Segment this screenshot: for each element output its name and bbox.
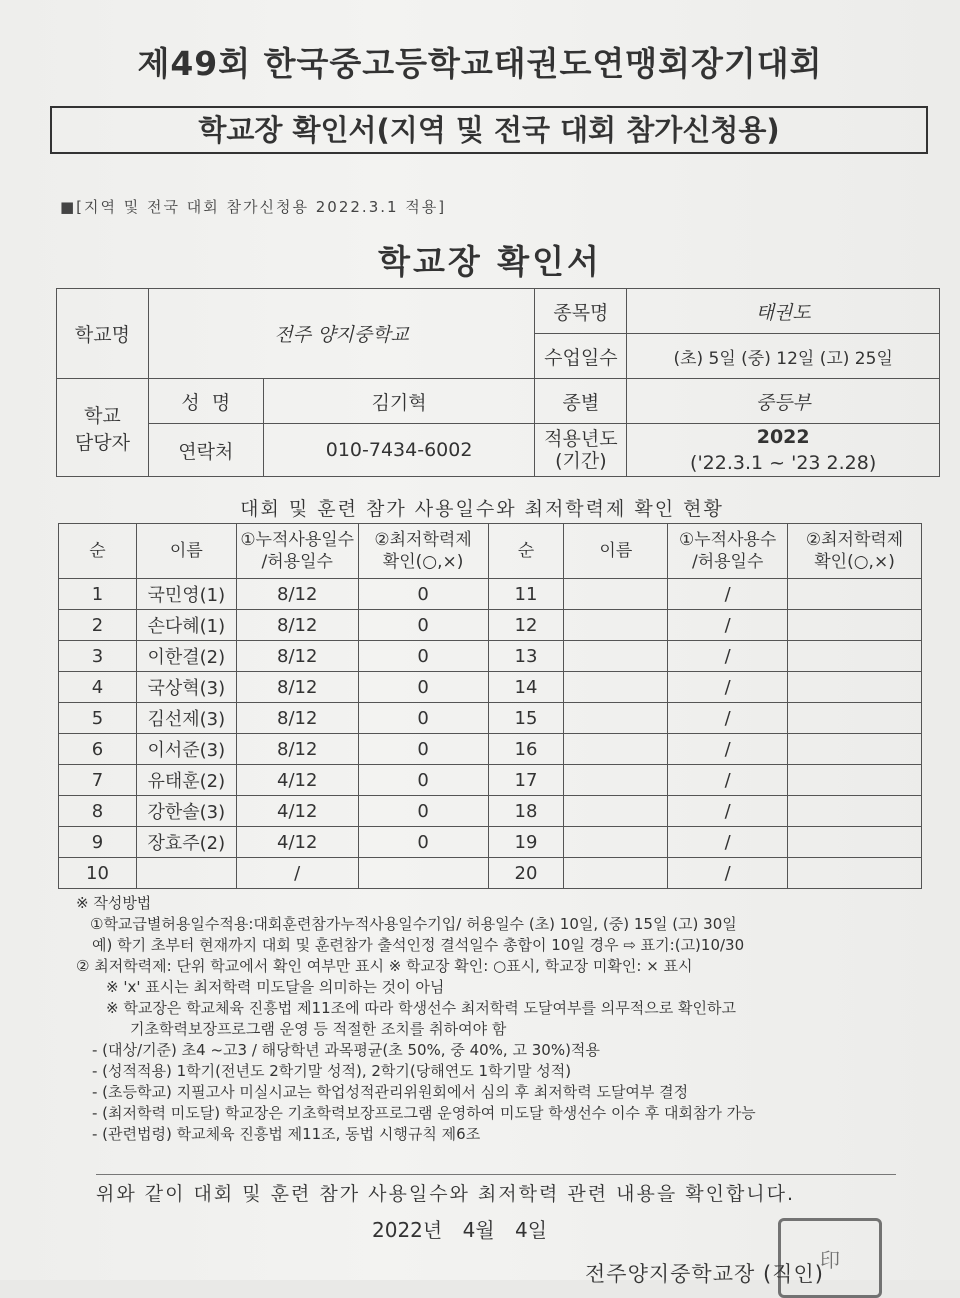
method-line: - (초등학교) 지필고사 미실시교는 학업성적관리위원회에서 심의 후 최저학력 도달여부 결정	[92, 1083, 689, 1101]
cell-no-right: 11	[488, 579, 564, 610]
cell-days-right: /	[668, 734, 788, 765]
header-name: 이름	[136, 524, 236, 579]
header-days	[236, 524, 358, 579]
cell-no-right: 15	[488, 703, 564, 734]
manager-label	[57, 379, 149, 477]
cell-check: 0	[358, 796, 488, 827]
school-label: 학교명	[57, 289, 149, 379]
cell-days-right: /	[668, 579, 788, 610]
cell-name-right	[564, 703, 668, 734]
main-title: 제49회 한국중고등학교태권도연맹회장기대회	[137, 44, 823, 83]
cell-check-right	[788, 672, 922, 703]
issue-date: 2022년 4월 4일	[372, 1218, 548, 1242]
table-body	[59, 579, 922, 889]
cell-name: 장효주(2)	[136, 827, 236, 858]
method-line: - (최저학력 미도달) 학교장은 기초학력보장프로그램 운영하여 미도달 학생선수 이수 후 대회참가 가능	[92, 1104, 756, 1122]
cell-name-right	[564, 765, 668, 796]
cell-check: 0	[358, 765, 488, 796]
header-days-right	[668, 524, 788, 579]
cell-days: 4/12	[236, 765, 358, 796]
cell-days: 8/12	[236, 579, 358, 610]
header-check-right	[788, 524, 922, 579]
cell-name: 이서준(3)	[136, 734, 236, 765]
header-no: 순	[59, 524, 137, 579]
event-label: 종목명	[535, 289, 627, 334]
table-row	[59, 734, 922, 765]
cell-name-right	[564, 734, 668, 765]
manager-label-line2: 담당자	[74, 431, 130, 454]
cell-name-right	[564, 610, 668, 641]
cell-no-right: 12	[488, 610, 564, 641]
cell-days: 8/12	[236, 672, 358, 703]
cell-no: 9	[59, 827, 137, 858]
method-line: ※ 'x' 표시는 최저학력 미도달을 의미하는 것이 아님	[106, 978, 445, 996]
cell-no-right: 17	[488, 765, 564, 796]
cell-no-right: 16	[488, 734, 564, 765]
method-line: ①학교급별허용일수적용:대회훈련참가누적사용일수기입/ 허용일수 (초) 10일, (중) 15일 (고) 30일	[90, 915, 737, 933]
table-row	[59, 579, 922, 610]
header-days-line2: /허용일수	[261, 552, 333, 572]
cell-check-right	[788, 610, 922, 641]
cell-days-right: /	[668, 827, 788, 858]
cell-name: 김선제(3)	[136, 703, 236, 734]
confirmation-statement: 위와 같이 대회 및 훈련 참가 사용일수와 최저학력 관련 내용을 확인합니다.	[96, 1174, 896, 1206]
cell-name: 국민영(1)	[136, 579, 236, 610]
cell-no: 3	[59, 641, 137, 672]
cell-check: 0	[358, 641, 488, 672]
cell-check-right	[788, 765, 922, 796]
table-row	[59, 610, 922, 641]
cell-no: 5	[59, 703, 137, 734]
header-check-right-line2: 확인(○,×)	[814, 552, 895, 572]
cell-days-right: /	[668, 641, 788, 672]
cell-no: 8	[59, 796, 137, 827]
cell-name-right	[564, 579, 668, 610]
athlete-table	[58, 523, 922, 889]
cell-check-right	[788, 703, 922, 734]
year-label-line2: (기간)	[555, 450, 607, 472]
info-table	[56, 288, 940, 477]
year-value-cell	[627, 424, 940, 477]
year-label-line1: 적용년도	[544, 428, 618, 450]
contact-value: 010-7434-6002	[263, 424, 535, 477]
method-line: 기초학력보장프로그램 운영 등 적절한 조치를 취하여야 함	[130, 1020, 507, 1038]
period-value: ('22.3.1 ~ '23 2.28)	[690, 452, 877, 474]
cell-no: 7	[59, 765, 137, 796]
cell-no-right: 13	[488, 641, 564, 672]
method-line: - (대상/기준) 초4 ~고3 / 해당학년 과목평균(초 50%, 중 40%, 고 30%)적용	[92, 1041, 600, 1059]
cell-no: 2	[59, 610, 137, 641]
application-note: ■[지역 및 전국 대회 참가신청용 2022.3.1 적용]	[60, 198, 447, 216]
cell-no-right: 19	[488, 827, 564, 858]
manager-label-line1: 학교	[84, 404, 121, 427]
cell-name-right	[564, 796, 668, 827]
cell-check-right	[788, 579, 922, 610]
name-label: 성 명	[148, 379, 263, 424]
cell-no-right: 20	[488, 858, 564, 889]
header-days-right-line2: /허용일수	[691, 552, 764, 572]
class-days-label: 수업일수	[535, 334, 627, 379]
cell-days: 8/12	[236, 734, 358, 765]
table-row	[59, 765, 922, 796]
sub-title-box: 학교장 확인서(지역 및 전국 대회 참가신청용)	[50, 106, 928, 154]
cell-no: 4	[59, 672, 137, 703]
cell-days-right: /	[668, 796, 788, 827]
cell-name: 손다혜(1)	[136, 610, 236, 641]
cell-days-right: /	[668, 672, 788, 703]
cell-days: 4/12	[236, 827, 358, 858]
contact-label: 연락처	[148, 424, 263, 477]
header-days-line1: ①누적사용일수	[240, 530, 355, 550]
cell-name: 국상혁(3)	[136, 672, 236, 703]
cell-days-right: /	[668, 765, 788, 796]
official-seal: 印	[778, 1218, 882, 1298]
cell-days: 8/12	[236, 641, 358, 672]
cell-no: 10	[59, 858, 137, 889]
table-row	[59, 827, 922, 858]
cell-name-right	[564, 672, 668, 703]
cell-name-right	[564, 858, 668, 889]
cell-check-right	[788, 858, 922, 889]
cell-check: 0	[358, 672, 488, 703]
status-caption: 대회 및 훈련 참가 사용일수와 최저학력제 확인 현황	[240, 498, 724, 520]
cell-check-right	[788, 641, 922, 672]
cell-days: /	[236, 858, 358, 889]
table-row	[59, 858, 922, 889]
cell-no-right: 18	[488, 796, 564, 827]
cell-name: 이한결(2)	[136, 641, 236, 672]
header-check-line1: ②최저학력제	[374, 530, 472, 550]
cell-check: 0	[358, 827, 488, 858]
table-row	[59, 796, 922, 827]
category-label: 종별	[535, 379, 627, 424]
header-check-right-line1: ②최저학력제	[805, 530, 904, 550]
cell-days-right: /	[668, 610, 788, 641]
writing-method	[76, 893, 926, 1145]
method-line: ② 최저학력제: 단위 학교에서 확인 여부만 표시 ※ 학교장 확인: ○표시, 학교장 미확인: × 표시	[76, 957, 693, 975]
category-value: 중등부	[627, 379, 940, 424]
school-value: 전주 양지중학교	[148, 289, 535, 379]
cell-check-right	[788, 796, 922, 827]
event-value: 태권도	[627, 289, 940, 334]
cell-check: 0	[358, 610, 488, 641]
header-name-right: 이름	[564, 524, 668, 579]
method-title: ※ 작성방법	[76, 894, 152, 912]
cell-name-right	[564, 641, 668, 672]
cell-check: 0	[358, 734, 488, 765]
cell-days: 8/12	[236, 610, 358, 641]
cell-name: 유태훈(2)	[136, 765, 236, 796]
cell-name	[136, 858, 236, 889]
cell-name-right	[564, 827, 668, 858]
cell-name: 강한솔(3)	[136, 796, 236, 827]
header-check-line2: 확인(○,×)	[382, 552, 464, 572]
method-line: 예) 학기 초부터 현재까지 대회 및 훈련참가 출석인정 결석일수 총합이 10일 경우 ⇨ 표기:(고)10/30	[92, 936, 745, 954]
class-days-value: (초) 5일 (중) 12일 (고) 25일	[627, 334, 940, 379]
cell-check: 0	[358, 703, 488, 734]
year-label	[535, 424, 627, 477]
cell-check: 0	[358, 579, 488, 610]
name-value: 김기혁	[263, 379, 535, 424]
cell-days: 8/12	[236, 703, 358, 734]
header-no-right: 순	[488, 524, 564, 579]
cell-no: 1	[59, 579, 137, 610]
cell-check	[358, 858, 488, 889]
cell-days-right: /	[668, 703, 788, 734]
cell-check-right	[788, 827, 922, 858]
table-row	[59, 672, 922, 703]
method-line: ※ 학교장은 학교체육 진흥법 제11조에 따라 학생선수 최저학력 도달여부를 의무적으로 확인하고	[106, 999, 736, 1017]
signer: 전주양지중학교장 (직인)	[585, 1262, 824, 1286]
document-title: 학교장 확인서	[378, 242, 602, 281]
table-header-row	[59, 524, 922, 579]
cell-check-right	[788, 734, 922, 765]
cell-days: 4/12	[236, 796, 358, 827]
table-row	[59, 641, 922, 672]
header-check	[358, 524, 488, 579]
method-line: - (관련법령) 학교체육 진흥법 제11조, 동법 시행규칙 제6조	[92, 1125, 481, 1143]
table-row	[59, 703, 922, 734]
year-value: 2022	[756, 426, 810, 448]
cell-no: 6	[59, 734, 137, 765]
cell-days-right: /	[668, 858, 788, 889]
header-days-right-line1: ①누적사용수	[679, 530, 777, 550]
cell-no-right: 14	[488, 672, 564, 703]
method-line: - (성적적용) 1학기(전년도 2학기말 성적), 2학기(당해연도 1학기말 성적)	[92, 1062, 572, 1080]
